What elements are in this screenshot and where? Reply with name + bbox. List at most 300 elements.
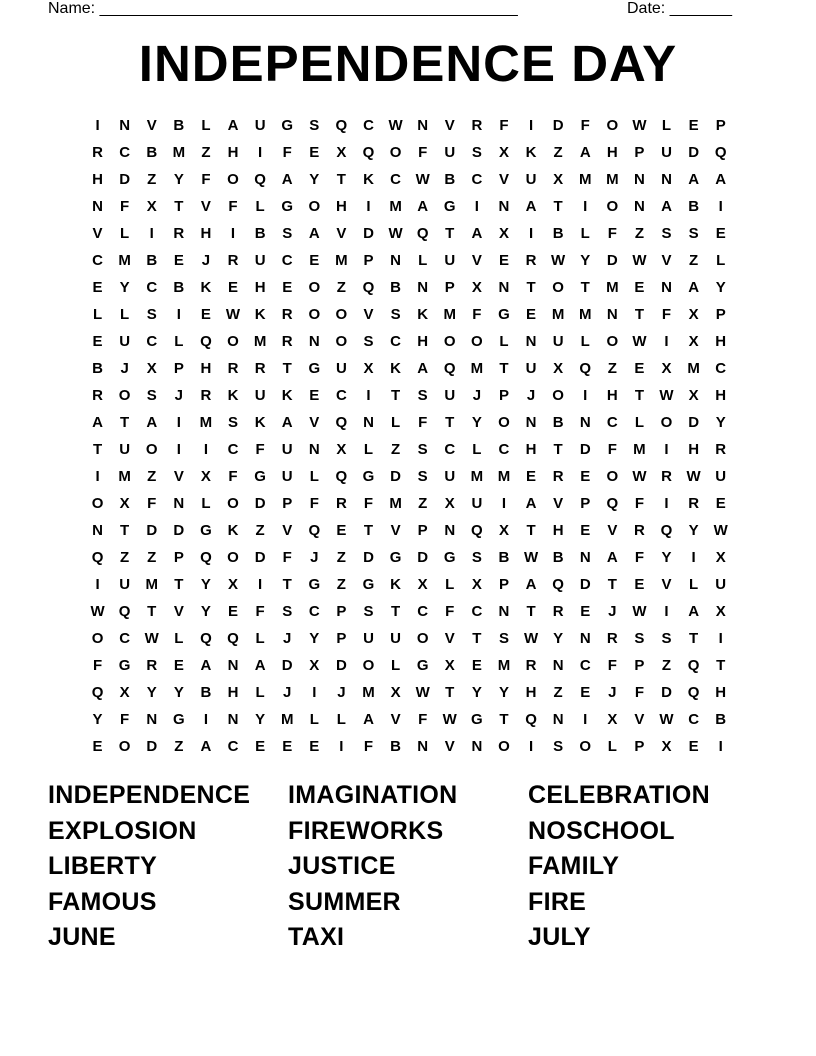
grid-letter[interactable]: A <box>688 603 700 620</box>
grid-letter[interactable]: Y <box>146 684 157 701</box>
grid-letter[interactable]: D <box>146 738 158 755</box>
grid-letter[interactable]: V <box>498 171 509 188</box>
grid-letter[interactable]: R <box>525 252 537 269</box>
grid-letter[interactable]: M <box>687 360 700 377</box>
grid-letter[interactable]: N <box>92 522 103 539</box>
grid-letter[interactable]: Y <box>200 603 211 620</box>
grid-letter[interactable]: D <box>552 117 564 134</box>
grid-letter[interactable]: J <box>201 252 211 269</box>
grid-letter[interactable]: S <box>363 603 374 620</box>
grid-letter[interactable]: F <box>499 117 509 134</box>
grid-letter[interactable]: F <box>607 225 617 242</box>
grid-letter[interactable]: A <box>715 171 727 188</box>
grid-letter[interactable]: B <box>146 144 158 161</box>
grid-letter[interactable]: L <box>580 225 590 242</box>
grid-letter[interactable]: Q <box>362 144 375 161</box>
grid-letter[interactable]: X <box>471 576 482 593</box>
grid-letter[interactable]: U <box>444 468 456 485</box>
grid-letter[interactable]: X <box>471 279 482 296</box>
grid-letter[interactable]: O <box>362 657 375 674</box>
grid-letter[interactable]: P <box>634 144 645 161</box>
grid-letter[interactable]: W <box>551 252 566 269</box>
grid-letter[interactable]: U <box>552 333 564 350</box>
grid-letter[interactable]: M <box>389 198 402 215</box>
grid-letter[interactable]: M <box>118 468 131 485</box>
grid-letter[interactable]: V <box>363 306 374 323</box>
grid-letter[interactable]: L <box>661 117 672 134</box>
grid-letter[interactable]: W <box>632 252 647 269</box>
grid-letter[interactable]: U <box>444 144 456 161</box>
grid-letter[interactable]: Q <box>552 576 564 593</box>
grid-letter[interactable]: D <box>579 576 591 593</box>
grid-letter[interactable]: C <box>444 441 456 458</box>
grid-letter[interactable]: W <box>659 387 674 404</box>
grid-letter[interactable]: R <box>173 225 185 242</box>
grid-letter[interactable]: B <box>173 117 185 134</box>
grid-letter[interactable]: X <box>498 522 509 539</box>
grid-letter[interactable]: M <box>172 144 186 161</box>
grid-letter[interactable]: V <box>336 225 347 242</box>
grid-letter[interactable]: X <box>553 171 564 188</box>
grid-letter[interactable]: T <box>472 630 482 647</box>
grid-letter[interactable]: M <box>497 468 511 485</box>
grid-letter[interactable]: O <box>118 738 131 755</box>
grid-letter[interactable]: O <box>308 198 321 215</box>
grid-letter[interactable]: G <box>200 522 212 539</box>
grid-letter[interactable]: L <box>255 198 265 215</box>
grid-letter[interactable]: W <box>686 468 701 485</box>
grid-letter[interactable]: Y <box>309 171 320 188</box>
grid-letter[interactable]: C <box>688 711 700 728</box>
grid-letter[interactable]: T <box>120 414 130 431</box>
grid-letter[interactable]: V <box>173 468 184 485</box>
grid-letter[interactable]: J <box>337 684 346 701</box>
grid-letter[interactable]: E <box>309 738 320 755</box>
grid-letter[interactable]: I <box>95 576 100 593</box>
grid-letter[interactable]: E <box>526 306 537 323</box>
grid-letter[interactable]: N <box>92 198 103 215</box>
grid-letter[interactable]: H <box>715 684 727 701</box>
grid-letter[interactable]: T <box>553 198 563 215</box>
grid-letter[interactable]: X <box>146 360 157 377</box>
grid-letter[interactable]: X <box>661 360 672 377</box>
grid-letter[interactable]: T <box>689 630 699 647</box>
grid-letter[interactable]: P <box>634 657 645 674</box>
grid-letter[interactable]: S <box>634 630 645 647</box>
grid-letter[interactable]: E <box>173 252 184 269</box>
grid-letter[interactable]: G <box>118 657 131 674</box>
grid-letter[interactable]: S <box>146 387 157 404</box>
grid-letter[interactable]: R <box>146 657 158 674</box>
grid-letter[interactable]: S <box>661 225 672 242</box>
grid-letter[interactable]: Q <box>687 657 700 674</box>
grid-letter[interactable]: Y <box>661 549 672 566</box>
grid-letter[interactable]: K <box>200 279 212 296</box>
grid-letter[interactable]: U <box>444 252 456 269</box>
grid-letter[interactable]: F <box>120 198 130 215</box>
grid-letter[interactable]: V <box>92 225 103 242</box>
grid-letter[interactable]: S <box>228 414 239 431</box>
grid-letter[interactable]: P <box>580 495 591 512</box>
grid-letter[interactable]: N <box>471 738 483 755</box>
grid-letter[interactable]: W <box>415 684 430 701</box>
grid-letter[interactable]: E <box>92 279 103 296</box>
grid-letter[interactable]: N <box>579 630 591 647</box>
grid-letter[interactable]: Q <box>308 522 321 539</box>
grid-letter[interactable]: E <box>688 117 699 134</box>
grid-letter[interactable]: R <box>92 144 103 161</box>
grid-letter[interactable]: M <box>199 414 213 431</box>
grid-letter[interactable]: U <box>119 441 131 458</box>
grid-letter[interactable]: F <box>661 306 672 323</box>
grid-letter[interactable]: M <box>578 306 592 323</box>
grid-letter[interactable]: D <box>119 171 131 188</box>
grid-letter[interactable]: P <box>498 576 509 593</box>
grid-letter[interactable]: D <box>363 225 374 242</box>
grid-letter[interactable]: U <box>444 387 456 404</box>
grid-letter[interactable]: A <box>200 738 212 755</box>
grid-letter[interactable]: Q <box>200 549 212 566</box>
grid-letter[interactable]: A <box>525 495 537 512</box>
grid-letter[interactable]: G <box>471 711 483 728</box>
grid-letter[interactable]: L <box>309 711 319 728</box>
grid-letter[interactable]: C <box>471 171 483 188</box>
grid-letter[interactable]: I <box>366 198 371 215</box>
grid-letter[interactable]: F <box>92 657 103 674</box>
grid-letter[interactable]: I <box>583 198 588 215</box>
grid-letter[interactable]: I <box>718 630 723 647</box>
grid-letter[interactable]: N <box>173 495 185 512</box>
grid-letter[interactable]: L <box>445 576 455 593</box>
grid-letter[interactable]: B <box>688 198 700 215</box>
grid-letter[interactable]: K <box>390 360 401 377</box>
grid-letter[interactable]: U <box>281 468 293 485</box>
grid-letter[interactable]: S <box>417 387 428 404</box>
grid-letter[interactable]: I <box>664 333 669 350</box>
grid-letter[interactable]: M <box>145 576 158 593</box>
grid-letter[interactable]: S <box>471 549 482 566</box>
grid-letter[interactable]: H <box>227 144 239 161</box>
grid-letter[interactable]: E <box>498 252 509 269</box>
grid-letter[interactable]: E <box>228 603 239 620</box>
grid-letter[interactable]: V <box>607 522 618 539</box>
grid-letter[interactable]: I <box>176 414 181 431</box>
grid-letter[interactable]: N <box>444 522 456 539</box>
grid-letter[interactable]: E <box>580 603 591 620</box>
grid-letter[interactable]: X <box>661 738 672 755</box>
grid-letter[interactable]: Z <box>336 549 346 566</box>
grid-letter[interactable]: A <box>661 198 672 215</box>
grid-letter[interactable]: F <box>309 495 319 512</box>
grid-letter[interactable]: X <box>390 684 401 701</box>
grid-letter[interactable]: J <box>310 549 319 566</box>
grid-letter[interactable]: M <box>389 495 402 512</box>
grid-letter[interactable]: E <box>580 468 591 485</box>
grid-letter[interactable]: I <box>339 738 344 755</box>
grid-letter[interactable]: G <box>443 198 456 215</box>
grid-letter[interactable]: V <box>390 522 401 539</box>
grid-letter[interactable]: Z <box>336 576 346 593</box>
grid-letter[interactable]: R <box>634 522 645 539</box>
grid-letter[interactable]: L <box>309 468 319 485</box>
grid-letter[interactable]: U <box>119 576 131 593</box>
grid-letter[interactable]: C <box>119 630 131 647</box>
grid-letter[interactable]: O <box>227 333 239 350</box>
grid-letter[interactable]: N <box>363 414 374 431</box>
grid-letter[interactable]: T <box>390 387 401 404</box>
grid-letter[interactable]: N <box>390 252 401 269</box>
grid-letter[interactable]: U <box>335 360 347 377</box>
grid-letter[interactable]: Z <box>553 684 563 701</box>
grid-letter[interactable]: W <box>632 603 647 620</box>
grid-letter[interactable]: H <box>227 684 239 701</box>
grid-letter[interactable]: N <box>579 414 591 431</box>
grid-letter[interactable]: C <box>390 333 401 350</box>
grid-letter[interactable]: S <box>282 603 293 620</box>
grid-letter[interactable]: L <box>174 333 184 350</box>
grid-letter[interactable]: B <box>444 171 456 188</box>
grid-letter[interactable]: F <box>282 144 292 161</box>
grid-letter[interactable]: D <box>390 468 401 485</box>
grid-letter[interactable]: Q <box>254 171 266 188</box>
grid-letter[interactable]: C <box>390 171 401 188</box>
grid-letter[interactable]: Y <box>92 711 103 728</box>
grid-letter[interactable]: T <box>526 279 536 296</box>
grid-letter[interactable]: X <box>444 495 455 512</box>
grid-letter[interactable]: O <box>389 144 402 161</box>
grid-letter[interactable]: Y <box>255 711 266 728</box>
grid-letter[interactable]: T <box>120 522 130 539</box>
grid-letter[interactable]: F <box>445 603 455 620</box>
grid-letter[interactable]: M <box>118 252 131 269</box>
grid-letter[interactable]: T <box>526 522 536 539</box>
grid-letter[interactable]: C <box>281 252 293 269</box>
grid-letter[interactable]: V <box>282 522 293 539</box>
grid-letter[interactable]: N <box>579 549 591 566</box>
grid-letter[interactable]: L <box>255 630 265 647</box>
grid-letter[interactable]: U <box>661 144 672 161</box>
grid-letter[interactable]: H <box>200 225 212 242</box>
grid-letter[interactable]: T <box>445 414 455 431</box>
grid-letter[interactable]: C <box>119 144 131 161</box>
grid-letter[interactable]: R <box>335 495 347 512</box>
grid-letter[interactable]: J <box>120 360 129 377</box>
grid-letter[interactable]: O <box>335 333 348 350</box>
grid-letter[interactable]: I <box>230 225 236 242</box>
grid-letter[interactable]: O <box>227 171 239 188</box>
grid-letter[interactable]: T <box>336 171 346 188</box>
grid-letter[interactable]: X <box>688 306 699 323</box>
grid-letter[interactable]: W <box>225 306 241 323</box>
grid-letter[interactable]: N <box>498 198 510 215</box>
grid-letter[interactable]: L <box>120 225 130 242</box>
grid-letter[interactable]: L <box>120 306 130 323</box>
grid-letter[interactable]: J <box>526 387 536 404</box>
grid-letter[interactable]: B <box>92 360 103 377</box>
grid-letter[interactable]: G <box>308 360 321 377</box>
grid-letter[interactable]: S <box>417 468 428 485</box>
grid-letter[interactable]: T <box>390 603 401 620</box>
grid-letter[interactable]: H <box>335 198 347 215</box>
grid-letter[interactable]: F <box>634 684 644 701</box>
grid-letter[interactable]: M <box>551 306 565 323</box>
grid-letter[interactable]: V <box>634 711 645 728</box>
grid-letter[interactable]: Y <box>715 414 726 431</box>
grid-letter[interactable]: N <box>227 711 239 728</box>
grid-letter[interactable]: E <box>580 522 591 539</box>
grid-letter[interactable]: Z <box>390 441 401 458</box>
grid-letter[interactable]: D <box>254 549 266 566</box>
grid-letter[interactable]: F <box>201 171 211 188</box>
grid-letter[interactable]: P <box>444 279 455 296</box>
grid-letter[interactable]: G <box>362 468 375 485</box>
grid-letter[interactable]: E <box>173 657 184 674</box>
grid-letter[interactable]: L <box>499 333 509 350</box>
grid-letter[interactable]: P <box>363 252 374 269</box>
grid-letter[interactable]: V <box>146 117 157 134</box>
grid-letter[interactable]: U <box>254 252 266 269</box>
grid-letter[interactable]: S <box>661 630 672 647</box>
grid-letter[interactable]: D <box>606 252 618 269</box>
grid-letter[interactable]: B <box>254 225 266 242</box>
grid-letter[interactable]: Q <box>362 279 375 296</box>
grid-letter[interactable]: M <box>253 333 267 350</box>
grid-letter[interactable]: F <box>418 414 428 431</box>
grid-letter[interactable]: D <box>335 657 347 674</box>
grid-letter[interactable]: Y <box>553 630 564 647</box>
grid-letter[interactable]: I <box>501 495 507 512</box>
grid-letter[interactable]: N <box>119 117 131 134</box>
grid-letter[interactable]: G <box>281 198 294 215</box>
grid-letter[interactable]: H <box>417 333 429 350</box>
grid-letter[interactable]: I <box>664 495 669 512</box>
grid-letter[interactable]: H <box>92 171 103 188</box>
grid-letter[interactable]: L <box>390 414 401 431</box>
grid-letter[interactable]: G <box>172 711 185 728</box>
grid-letter[interactable]: O <box>552 387 564 404</box>
grid-letter[interactable]: E <box>634 360 645 377</box>
grid-letter[interactable]: Z <box>634 225 644 242</box>
grid-letter[interactable]: N <box>498 603 510 620</box>
grid-letter[interactable]: Q <box>227 630 239 647</box>
grid-letter[interactable]: J <box>472 387 482 404</box>
grid-letter[interactable]: E <box>228 279 239 296</box>
grid-letter[interactable]: Q <box>335 414 348 431</box>
grid-letter[interactable]: Z <box>661 657 672 674</box>
grid-letter[interactable]: M <box>578 171 592 188</box>
grid-letter[interactable]: D <box>146 522 158 539</box>
grid-letter[interactable]: U <box>390 630 401 647</box>
grid-letter[interactable]: K <box>390 576 401 593</box>
date-field-label[interactable]: Date: _______ <box>627 0 732 17</box>
grid-letter[interactable]: W <box>144 630 159 647</box>
grid-letter[interactable]: Y <box>715 279 726 296</box>
grid-letter[interactable]: T <box>553 441 563 458</box>
grid-letter[interactable]: P <box>634 738 645 755</box>
grid-letter[interactable]: A <box>200 657 212 674</box>
grid-letter[interactable]: L <box>607 738 617 755</box>
grid-letter[interactable]: R <box>281 333 293 350</box>
grid-letter[interactable]: Z <box>174 738 184 755</box>
grid-letter[interactable]: S <box>688 225 699 242</box>
grid-letter[interactable]: I <box>176 306 181 323</box>
grid-letter[interactable]: O <box>471 333 483 350</box>
grid-letter[interactable]: T <box>499 360 509 377</box>
grid-letter[interactable]: I <box>366 387 371 404</box>
grid-letter[interactable]: I <box>528 117 534 134</box>
grid-letter[interactable]: X <box>715 549 726 566</box>
grid-letter[interactable]: Q <box>118 603 131 620</box>
grid-letter[interactable]: N <box>525 414 537 431</box>
grid-letter[interactable]: D <box>688 144 700 161</box>
grid-letter[interactable]: A <box>417 198 429 215</box>
grid-letter[interactable]: B <box>715 711 727 728</box>
grid-letter[interactable]: S <box>498 630 509 647</box>
grid-letter[interactable]: R <box>471 117 483 134</box>
grid-letter[interactable]: H <box>552 522 564 539</box>
grid-letter[interactable]: Y <box>173 171 184 188</box>
grid-letter[interactable]: L <box>580 333 590 350</box>
grid-letter[interactable]: I <box>528 738 534 755</box>
grid-letter[interactable]: L <box>418 252 428 269</box>
grid-letter[interactable]: S <box>309 117 320 134</box>
grid-letter[interactable]: D <box>173 522 185 539</box>
grid-letter[interactable]: Z <box>147 171 157 188</box>
grid-letter[interactable]: W <box>388 225 403 242</box>
grid-letter[interactable]: T <box>445 684 455 701</box>
grid-letter[interactable]: B <box>146 252 158 269</box>
grid-letter[interactable]: A <box>417 360 429 377</box>
grid-letter[interactable]: K <box>525 144 537 161</box>
grid-letter[interactable]: C <box>335 387 347 404</box>
grid-letter[interactable]: O <box>118 387 131 404</box>
grid-letter[interactable]: E <box>526 468 537 485</box>
grid-letter[interactable]: S <box>363 333 374 350</box>
grid-letter[interactable]: R <box>552 468 564 485</box>
grid-letter[interactable]: Z <box>147 549 157 566</box>
grid-letter[interactable]: G <box>254 468 266 485</box>
grid-letter[interactable]: W <box>713 522 728 539</box>
grid-letter[interactable]: F <box>634 549 644 566</box>
grid-letter[interactable]: G <box>416 657 429 674</box>
grid-letter[interactable]: T <box>607 576 617 593</box>
grid-letter[interactable]: C <box>417 603 429 620</box>
grid-letter[interactable]: L <box>716 252 726 269</box>
grid-letter[interactable]: X <box>417 576 428 593</box>
grid-letter[interactable]: U <box>254 117 266 134</box>
grid-letter[interactable]: U <box>119 333 131 350</box>
grid-letter[interactable]: W <box>415 171 430 188</box>
grid-letter[interactable]: I <box>718 738 723 755</box>
grid-letter[interactable]: A <box>363 711 374 728</box>
grid-letter[interactable]: B <box>552 414 564 431</box>
grid-letter[interactable]: N <box>308 441 320 458</box>
grid-letter[interactable]: H <box>606 144 618 161</box>
grid-letter[interactable]: Z <box>201 144 211 161</box>
grid-letter[interactable]: E <box>200 306 211 323</box>
grid-letter[interactable]: W <box>632 468 647 485</box>
grid-letter[interactable]: S <box>553 738 564 755</box>
grid-letter[interactable]: N <box>417 279 429 296</box>
grid-letter[interactable]: L <box>201 117 211 134</box>
grid-letter[interactable]: A <box>281 414 293 431</box>
grid-letter[interactable]: V <box>390 711 401 728</box>
grid-letter[interactable]: L <box>689 576 699 593</box>
grid-letter[interactable]: X <box>336 441 347 458</box>
grid-letter[interactable]: Q <box>200 630 212 647</box>
grid-letter[interactable]: B <box>173 279 185 296</box>
grid-letter[interactable]: U <box>715 468 727 485</box>
